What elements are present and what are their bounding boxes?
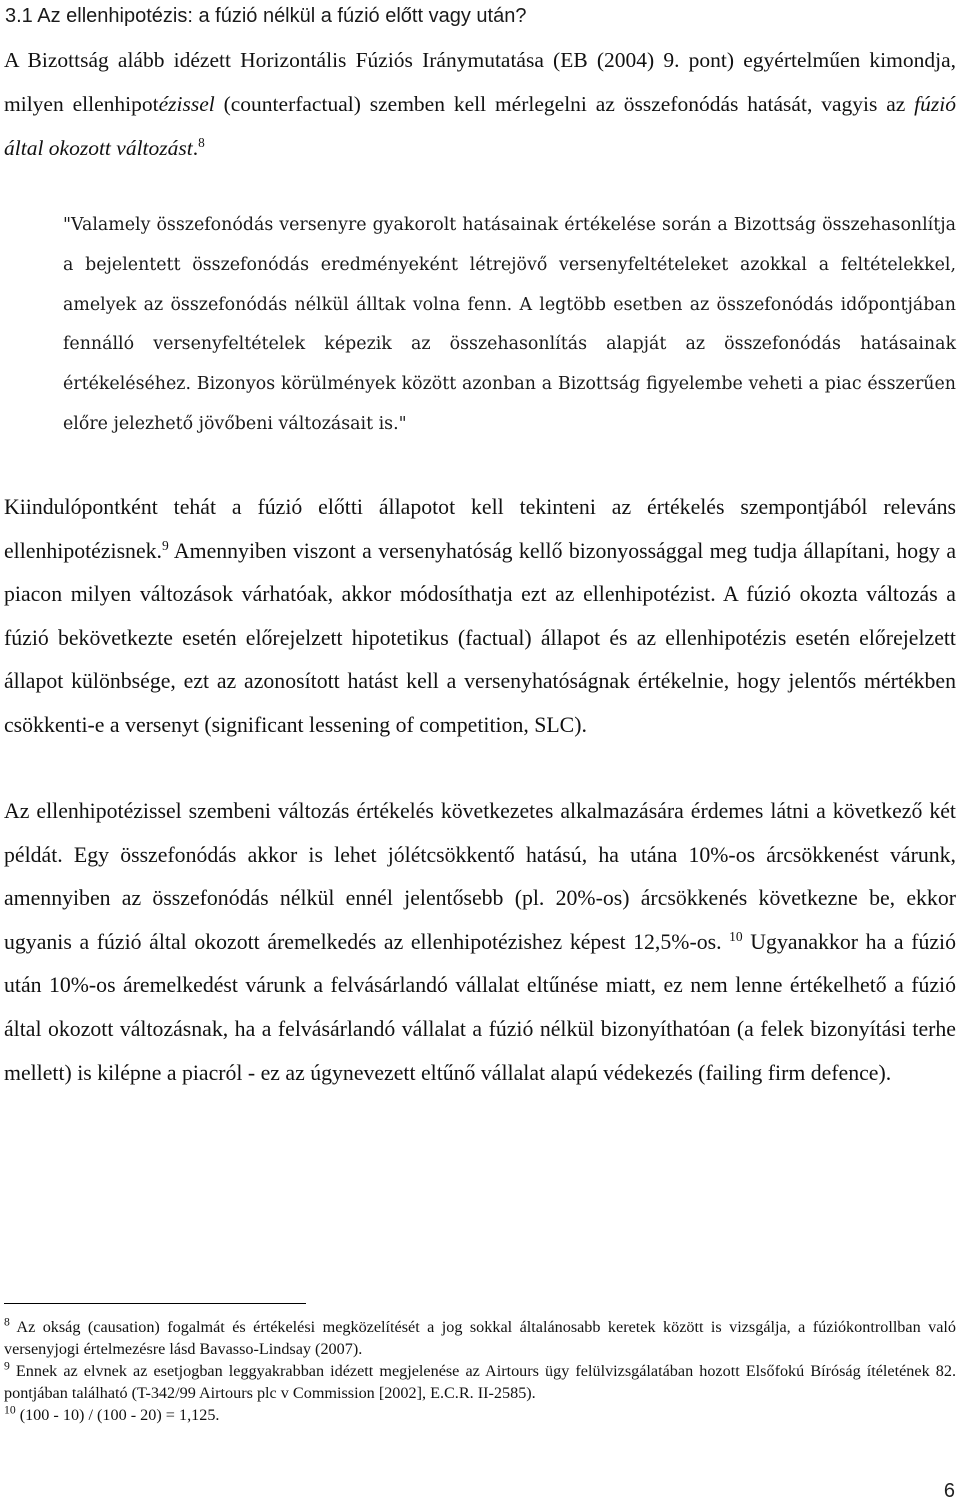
footnotes: [4, 1316, 956, 1426]
footnote-number: 10: [4, 1403, 16, 1417]
footnote-ref-10[interactable]: 10: [729, 928, 743, 944]
intro-text-2: (counterfactual) szemben kell mérlegelni az összefonódás hatását, vagyis az: [214, 92, 915, 116]
footnote-text: Ennek az elvnek az esetjogban leggyakrabban idézett megjelenése az Airtours ügy felülvizsgálatában hozott Elsőfokú Bíróság ítéletének 82. pontjában található (T-342/99 Airtours plc v Commission [2002], E.C.R. II-2585).: [4, 1362, 956, 1402]
footnote-ref-9[interactable]: 9: [161, 537, 169, 553]
page-number: 6: [943, 1480, 955, 1502]
counterfactual-paragraph: [4, 486, 956, 748]
intro-paragraph: [4, 38, 956, 170]
footnote-text: Az okság (causation) fogalmát és értékelési megközelítését a jog sokkal általánosabb keretek között is vizsgálja, a fúziókontrollban való versenyjogi értelmezésre lásd Bavasso-Lindsay (2007).: [4, 1318, 956, 1358]
footnote-8: [4, 1316, 956, 1360]
footnote-separator: [4, 1303, 306, 1304]
section-heading: 3.1 Az ellenhipotézis: a fúzió nélkül a fúzió előtt vagy után?: [5, 5, 527, 27]
counterfactual-text-2: Amennyiben viszont a versenyhatóság kellő bizonyossággal meg tudja állapítani, hogy a piacon milyen változások várhatóak, akkor módosíthatja ezt az ellenhipotézist. A fúzió okozta változás a fúzió bekövetkezte esetén előrejelzett hipotetikus (factual) állapot és az ellenhipotézis esetén előrejelzett állapot különbsége, ezt az azonosított hatást kell a versenyhatóságnak értékelnie, hogy jelentős mértékben csökkenti-e a versenyt (significant lessening of competition, SLC).: [4, 538, 956, 737]
footnote-text: (100 - 10) / (100 - 20) = 1,125.: [15, 1406, 220, 1424]
footnote-ref-8[interactable]: 8: [198, 135, 205, 151]
intro-text-1: A Bizottság alább idézett Horizontális Fúziós Iránymutatása (EB (2004) 9. pont) egyértelműen kimondja, milyen ellenhipot: [4, 48, 956, 116]
intro-text-3: .: [192, 136, 199, 160]
footnote-10: [4, 1404, 956, 1426]
footnote-9: [4, 1360, 956, 1404]
examples-text-1: Az ellenhipotézissel szembeni változás értékelés következetes alkalmazására érdemes látni a következő két példát. Egy összefonódás akkor is lehet jólétcsökkentő hatású, ha utána 10%-os árcsökkenést várunk, amennyiben az összefonódás nélkül ennél jelentősebb (pl. 20%-os) árcsökkenés következne be, ekkor ugyanis a fúzió által okozott áremelkedés az ellenhipotézishez képest 12,5%-os.: [4, 799, 956, 954]
examples-text-2: Ugyanakkor ha a fúzió után 10%-os áremelkedést várunk a felvásárlandó vállalat eltűnése miatt, ez nem lenne értékelhető a fúzió által okozott változásnak, ha a felvásárlandó vállalat a fúzió nélkül bizonyíthatóan (a felek bizonyítási terhe mellett) is kilépne a piacról - ez az úgynevezett eltűnő vállalat alapú védekezés (failing firm defence).: [4, 929, 956, 1085]
footnote-number: 9: [4, 1359, 10, 1373]
intro-italic-1: ézissel: [158, 92, 215, 116]
footnote-number: 8: [4, 1315, 10, 1329]
counterfactual-text-1: Kiindulópontként tehát a fúzió előtti állapotot kell tekinteni az értékelés szempontjából releváns ellenhipotézisnek.: [4, 495, 956, 563]
examples-paragraph: [4, 790, 956, 1095]
intro-italic-2: fúzió által okozott változást: [4, 92, 956, 160]
guideline-quote: "Valamely összefonódás versenyre gyakorolt hatásainak értékelése során a Bizottság összehasonlítja a bejelentett összefonódás eredményeként létrejövő versenyfeltételeket azokkal a feltételekkel, amelyek az összefonódás nélkül álltak volna fenn. A legtöbb esetben az összefonódás időpontjában fennálló versenyfeltételek képezik az összehasonlítás alapját az összefonódás hatásainak értékeléséhez. Bizonyos körülmények között azonban a Bizottság figyelembe veheti a piac ésszerűen előre jelezhető jövőbeni változásait is.": [63, 215, 956, 434]
